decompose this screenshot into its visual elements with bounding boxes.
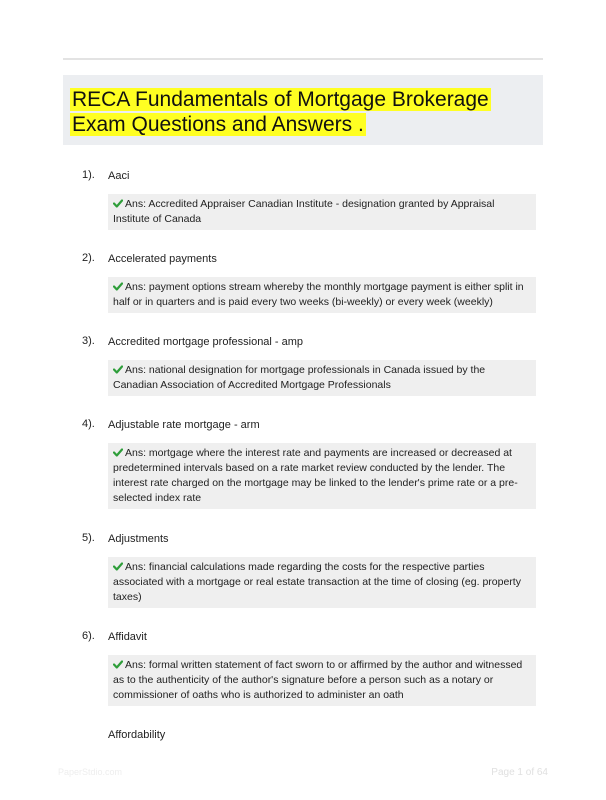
answer-text: Ans: national designation for mortgage professionals in Canada issued by the Canadian Association of Accredited Mortgage Professionals bbox=[113, 364, 486, 391]
check-icon bbox=[113, 199, 123, 208]
question-term: Accelerated payments bbox=[108, 253, 217, 265]
answer-text: Ans: payment options stream whereby the monthly mortgage payment is either split in half or in quarters and is paid every two weeks (bi-weekly) or every week (weekly) bbox=[113, 281, 524, 308]
answer-box bbox=[108, 655, 536, 706]
answer-box bbox=[108, 194, 536, 230]
check-icon bbox=[113, 365, 123, 374]
question-term: Aaci bbox=[108, 170, 130, 182]
footer-page-number: Page 1 of 64 bbox=[491, 767, 548, 778]
answer-box bbox=[108, 443, 536, 509]
title-banner bbox=[63, 75, 543, 145]
answer-box bbox=[108, 557, 536, 608]
question-term: Adjustable rate mortgage - arm bbox=[108, 419, 260, 431]
top-divider bbox=[63, 58, 543, 60]
check-icon bbox=[113, 562, 123, 571]
check-icon bbox=[113, 448, 123, 457]
question-term: Affidavit bbox=[108, 631, 147, 643]
footer-site: PaperStdio.com bbox=[58, 767, 123, 777]
question-term: Accredited mortgage professional - amp bbox=[108, 336, 304, 348]
question-number: 1). bbox=[82, 169, 95, 181]
question-number: 5). bbox=[82, 532, 95, 544]
question-number: 6). bbox=[82, 630, 95, 642]
check-icon bbox=[113, 660, 123, 669]
question-number: 4). bbox=[82, 418, 95, 430]
question-number: 3). bbox=[82, 335, 95, 347]
answer-text: Ans: financial calculations made regarding the costs for the respective parties associated with a mortgage or real estate transaction at the time of closing (eg. property taxes) bbox=[113, 561, 521, 603]
page-title: RECA Fundamentals of Mortgage Brokerage Exam Questions and Answers . bbox=[72, 88, 489, 136]
answer-box bbox=[108, 360, 536, 396]
answer-text: Ans: formal written statement of fact sworn to or affirmed by the author and witnessed as to the authenticity of the author's signature before a person such as a notary or commissioner of oaths who is authorized to administer an oath bbox=[113, 659, 523, 701]
answer-text: Ans: Accredited Appraiser Canadian Institute - designation granted by Appraisal Institute of Canada bbox=[113, 198, 495, 225]
check-icon bbox=[113, 282, 123, 291]
question-number: 2). bbox=[82, 252, 95, 264]
answer-box bbox=[108, 277, 536, 313]
question-term: Affordability bbox=[108, 729, 166, 741]
answer-text: Ans: mortgage where the interest rate and payments are increased or decreased at predetermined intervals based on a rate market review conducted by the lender. The interest rate charged on the mortgage may be linked to the lender's prime rate or a pre-selected index rate bbox=[113, 447, 518, 504]
question-term: Adjustments bbox=[108, 533, 169, 545]
